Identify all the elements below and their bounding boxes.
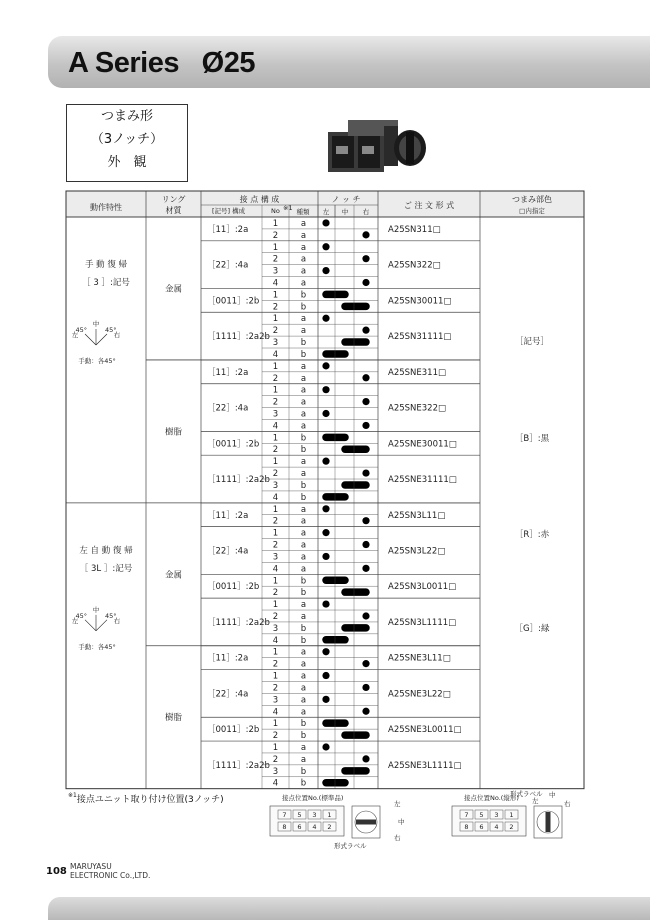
label-format: 形式ラベル: [334, 842, 367, 850]
contact-no: 2: [272, 588, 279, 599]
contact-no: 1: [272, 385, 279, 396]
contact-kind: a: [300, 516, 307, 527]
config-label: ［1111］:2a2b: [207, 475, 270, 486]
contact-no: 2: [272, 731, 279, 742]
terminal-number: 2: [327, 823, 332, 831]
config-label: ［11］:2a: [207, 653, 249, 664]
diagram-right: 右: [113, 331, 121, 339]
contact-no: 1: [272, 719, 279, 730]
contact-kind: a: [300, 278, 307, 289]
section-code: ［ 3 ］:記号: [82, 278, 130, 288]
terminal-number: 6: [297, 823, 302, 831]
contact-kind: a: [300, 683, 307, 694]
terminal-number: 2: [509, 823, 514, 831]
order-code: A25SN3L11□: [388, 510, 446, 521]
contact-no: 1: [272, 742, 279, 753]
material-metal: 金属: [164, 570, 183, 581]
diagram-center: 中: [92, 605, 100, 614]
contact-no: 1: [272, 528, 279, 539]
contact-kind: a: [300, 647, 307, 658]
header-center: 中: [341, 208, 349, 216]
terminal-number: 4: [494, 823, 499, 831]
order-code: A25SN3L0011□: [388, 582, 457, 593]
contact-kind: a: [300, 600, 307, 611]
terminal-block: [270, 806, 344, 836]
contact-kind: a: [300, 695, 307, 706]
contact-no: 2: [272, 611, 279, 622]
config-label: ［1111］:2a2b: [207, 760, 270, 771]
config-label: ［22］:4a: [207, 260, 249, 271]
contact-kind: b: [300, 445, 307, 456]
header-left: 左: [322, 208, 330, 216]
brand: [70, 862, 150, 880]
contact-kind: a: [300, 564, 307, 575]
config-label: ［22］:4a: [207, 689, 249, 700]
contact-kind: b: [300, 731, 307, 742]
terminal-number: 6: [479, 823, 484, 831]
order-code: A25SN3L22□: [388, 546, 446, 557]
diagram-right: 右: [113, 616, 121, 625]
contact-no: 2: [272, 659, 279, 670]
contact-kind: b: [300, 576, 307, 587]
diagram-angle-right: 45°: [105, 611, 117, 620]
contact-kind: a: [300, 314, 307, 325]
label-left-2: 左: [532, 797, 539, 805]
contact-no: 2: [272, 254, 279, 265]
contact-kind: a: [300, 469, 307, 480]
diagram-left: 左: [71, 616, 79, 625]
contact-no: 2: [272, 516, 279, 527]
brand-line-2: ELECTRONIC Co.,LTD.: [70, 871, 151, 880]
label-right: 右: [394, 834, 401, 842]
contact-kind: a: [300, 457, 307, 468]
contact-no: 2: [272, 302, 279, 313]
order-code: A25SNE3L22□: [388, 689, 451, 700]
contact-kind: b: [300, 719, 307, 730]
header-order: ご 注 文 形 式: [403, 201, 455, 210]
contact-kind: a: [300, 528, 307, 539]
diagram-caption: 手動：各45°: [78, 642, 116, 651]
contact-kind: a: [300, 326, 307, 337]
order-code: A25SN311□: [388, 224, 441, 235]
bottom-bar: [48, 897, 650, 920]
order-code: A25SN31111□: [388, 332, 452, 343]
header-right: 右: [362, 208, 370, 216]
order-code: A25SNE3L0011□: [388, 725, 462, 736]
contact-no: 1: [272, 242, 279, 253]
header-operation: 動作特性: [90, 203, 122, 212]
label-right-2: 右: [564, 800, 571, 808]
knob-lever: [546, 812, 551, 832]
contact-no: 2: [272, 445, 279, 456]
terminal-number: 8: [464, 823, 469, 831]
contact-kind: a: [300, 397, 307, 408]
contact-no: 4: [272, 349, 279, 360]
contact-no: 3: [272, 695, 279, 706]
terminal-block: [452, 806, 526, 836]
knob-lever: [356, 820, 376, 825]
contact-kind: b: [300, 433, 307, 444]
contact-no: 1: [272, 290, 279, 301]
header-contact-config: 接 点 構 成: [239, 195, 280, 204]
contact-no: 2: [272, 754, 279, 765]
contact-no: 4: [272, 778, 279, 789]
terminal-number: 5: [479, 811, 484, 819]
brand-line-1: MARUYASU: [70, 862, 112, 871]
footnote-star: ※1: [68, 792, 77, 799]
diagram-title: 接点位置No.(標準品): [282, 794, 344, 802]
contact-kind: b: [300, 635, 307, 646]
contact-no: 4: [272, 707, 279, 718]
order-code: A25SN30011□: [388, 296, 452, 307]
label-format-2: 形式ラベル: [510, 790, 543, 798]
terminal-number: 3: [312, 811, 317, 819]
header-symbol-config: [記号] 構成: [212, 207, 246, 215]
contact-no: 1: [272, 504, 279, 515]
material-resin: 樹脂: [164, 713, 183, 724]
order-code: A25SN3L1111□: [388, 617, 457, 628]
contact-no: 4: [272, 564, 279, 575]
config-label: ［1111］:2a2b: [207, 617, 270, 628]
contact-kind: b: [300, 480, 307, 491]
label-center-2: 中: [549, 791, 556, 799]
config-label: ［11］:2a: [207, 224, 249, 235]
contact-kind: a: [300, 421, 307, 432]
knob-color-1: ［B］:黒: [514, 434, 550, 444]
section-code: ［ 3L ］:記号: [79, 563, 133, 574]
contact-kind: b: [300, 492, 307, 503]
contact-kind: a: [300, 218, 307, 229]
order-code: A25SNE3L1111□: [388, 760, 462, 771]
contact-no: 3: [272, 266, 279, 277]
contact-no: 1: [272, 314, 279, 325]
contact-kind: a: [300, 385, 307, 396]
contact-kind: b: [300, 290, 307, 301]
header-notch: ノ ッ チ: [331, 195, 361, 204]
contact-kind: a: [300, 671, 307, 682]
footnote-text: 接点ユニット取り付け位置(3ノッチ): [76, 795, 224, 805]
contact-no: 2: [272, 373, 279, 384]
series-title: A Series Ø25: [68, 47, 255, 79]
contact-kind: b: [300, 778, 307, 789]
contact-no: 1: [272, 671, 279, 682]
contact-kind: b: [300, 588, 307, 599]
config-label: ［11］:2a: [207, 367, 249, 378]
contact-no: 2: [272, 540, 279, 551]
contact-kind: a: [300, 409, 307, 420]
contact-kind: b: [300, 623, 307, 634]
config-label: ［0011］:2b: [207, 725, 260, 736]
order-code: A25SNE322□: [388, 403, 447, 414]
contact-kind: a: [300, 361, 307, 372]
diagram-angle-left: 45°: [75, 326, 87, 334]
contact-no: 4: [272, 492, 279, 503]
contact-no: 1: [272, 600, 279, 611]
contact-no: 3: [272, 480, 279, 491]
contact-kind: a: [300, 373, 307, 384]
config-label: ［22］:4a: [207, 403, 249, 414]
order-code: A25SNE311□: [388, 367, 447, 378]
contact-kind: a: [300, 230, 307, 241]
contact-no: 3: [272, 552, 279, 563]
contact-no: 4: [272, 635, 279, 646]
material-metal: 金属: [164, 284, 183, 295]
terminal-number: 5: [297, 811, 302, 819]
config-label: ［0011］:2b: [207, 439, 260, 450]
label-left: 左: [394, 800, 401, 808]
config-label: ［0011］:2b: [207, 582, 260, 593]
terminal-number: 7: [464, 811, 469, 819]
contact-no: 3: [272, 623, 279, 634]
header-knob-note: □内指定: [519, 207, 545, 215]
header-no-note: ※1: [283, 204, 293, 212]
contact-kind: a: [300, 242, 307, 253]
terminal-number: 1: [509, 811, 514, 819]
order-code: A25SNE31111□: [388, 475, 457, 486]
knob-color-0: ［記号］: [514, 337, 550, 347]
order-code: A25SN322□: [388, 260, 441, 271]
label-center: 中: [398, 818, 405, 826]
contact-kind: b: [300, 338, 307, 349]
page-number: 108: [46, 866, 67, 877]
contact-no: 3: [272, 409, 279, 420]
contact-no: 1: [272, 218, 279, 229]
title-line-1: つまみ形: [100, 109, 153, 124]
config-label: ［0011］:2b: [207, 296, 260, 307]
contact-kind: a: [300, 504, 307, 515]
diagram-left: 左: [71, 331, 79, 339]
header-no: No: [271, 207, 280, 215]
header-knob-color: つまみ部色: [512, 195, 552, 204]
diagram-angle-right: 45°: [105, 326, 117, 334]
title-line-2: （3ノッチ）: [90, 132, 164, 147]
contact-kind: a: [300, 742, 307, 753]
header-ring: リング: [161, 195, 186, 204]
contact-no: 2: [272, 469, 279, 480]
order-code: A25SNE3L11□: [388, 653, 451, 664]
contact-no: 1: [272, 457, 279, 468]
contact-kind: a: [300, 659, 307, 670]
knob-color-2: ［R］:赤: [514, 530, 550, 540]
contact-no: 4: [272, 421, 279, 432]
diagram-center: 中: [92, 320, 100, 328]
contact-kind: a: [300, 266, 307, 277]
contact-kind: a: [300, 754, 307, 765]
contact-no: 3: [272, 338, 279, 349]
contact-no: 1: [272, 647, 279, 658]
contact-no: 2: [272, 397, 279, 408]
diagram-angle-left: 45°: [75, 611, 87, 620]
diagram-title: 接点位置No.(縦形): [464, 794, 519, 802]
contact-kind: b: [300, 302, 307, 313]
contact-no: 2: [272, 683, 279, 694]
contact-kind: a: [300, 254, 307, 265]
config-label: ［11］:2a: [207, 510, 249, 521]
contact-kind: b: [300, 349, 307, 360]
contact-no: 2: [272, 230, 279, 241]
section-name: 手 動 復 帰: [84, 260, 128, 270]
contact-no: 1: [272, 433, 279, 444]
contact-no: 4: [272, 278, 279, 289]
header-kind: 種類: [296, 208, 310, 216]
header-material: 材質: [165, 206, 182, 215]
terminal-number: 1: [327, 811, 332, 819]
config-label: ［1111］:2a2b: [207, 332, 270, 343]
material-resin: 樹脂: [164, 427, 183, 438]
terminal-number: 7: [282, 811, 287, 819]
order-code: A25SNE30011□: [388, 439, 457, 450]
contact-kind: a: [300, 611, 307, 622]
contact-kind: a: [300, 552, 307, 563]
terminal-number: 4: [312, 823, 317, 831]
knob-color-3: ［G］:緑: [514, 624, 550, 634]
config-label: ［22］:4a: [207, 546, 249, 557]
terminal-number: 8: [282, 823, 287, 831]
contact-no: 2: [272, 326, 279, 337]
contact-kind: a: [300, 540, 307, 551]
diagram-caption: 手動：各45°: [78, 357, 116, 365]
contact-kind: b: [300, 766, 307, 777]
contact-no: 1: [272, 576, 279, 587]
contact-no: 1: [272, 361, 279, 372]
contact-no: 3: [272, 766, 279, 777]
section-name: 左 自 動 復 帰: [79, 545, 133, 556]
contact-kind: a: [300, 707, 307, 718]
title-line-3: 外 観: [107, 155, 147, 170]
terminal-number: 3: [494, 811, 499, 819]
